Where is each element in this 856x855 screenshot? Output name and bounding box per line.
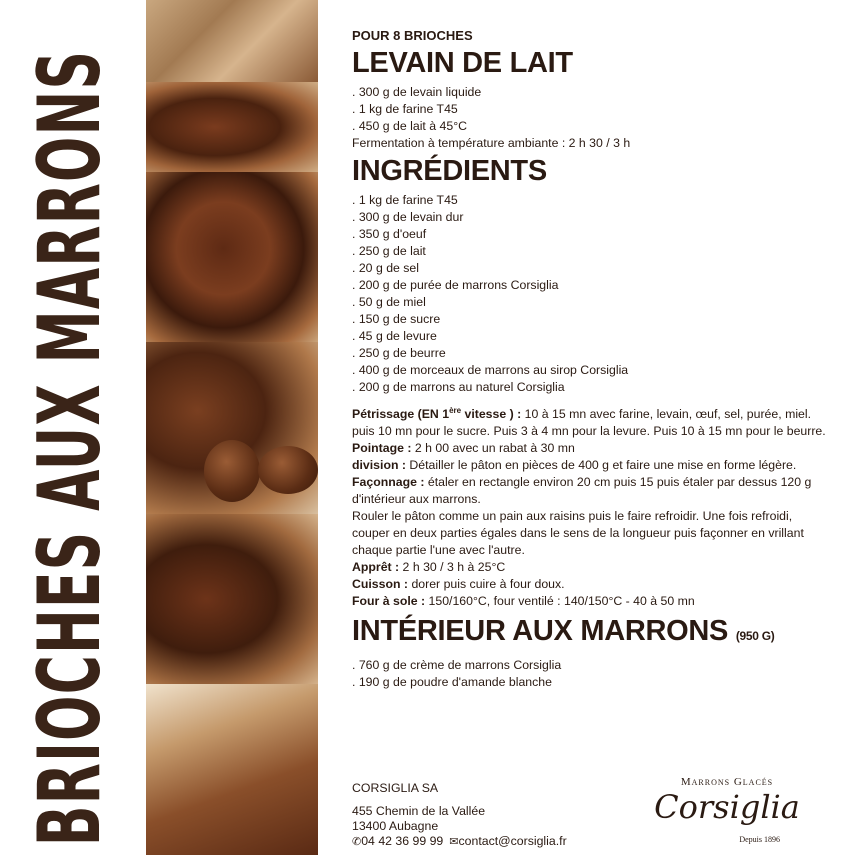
list-item: . 200 g de purée de marrons Corsiglia: [352, 277, 832, 294]
envelope-icon: ✉: [449, 836, 459, 848]
step-label: Pointage :: [352, 441, 412, 456]
brand-tagline: Marrons Glacés: [680, 776, 774, 788]
contact-row: [352, 834, 622, 850]
list-item: . 400 g de morceaux de marrons au sirop Corsiglia: [352, 362, 832, 379]
list-item: . 250 g de lait: [352, 243, 832, 260]
step-label: vitesse ) :: [461, 407, 522, 422]
step-division: [352, 457, 832, 474]
phone-contact[interactable]: [352, 834, 443, 850]
vertical-title: [19, 49, 120, 847]
chestnut-image: [204, 440, 260, 502]
list-item: . 250 g de beurre: [352, 345, 832, 362]
list-item: . 760 g de crème de marrons Corsiglia: [352, 657, 832, 674]
ingredients-heading: INGRÉDIENTS: [352, 155, 547, 187]
step-label: Façonnage :: [352, 475, 425, 490]
levain-heading: LEVAIN DE LAIT: [352, 47, 573, 79]
step-label: Apprêt :: [352, 560, 400, 575]
brioche-photo-5: [146, 514, 318, 684]
step-text: étaler en rectangle environ 20 cm puis 15 puis étaler par dessus 120 g d'intérieur aux marrons.: [352, 475, 812, 507]
step-appret: [352, 559, 832, 576]
list-item: . 450 g de lait à 45°C: [352, 118, 832, 135]
list-item: . 20 g de sel: [352, 260, 832, 277]
photo-strip: [146, 0, 318, 855]
step-label: division :: [352, 458, 406, 473]
list-item: . 190 g de poudre d'amande blanche: [352, 674, 832, 691]
step-text: 150/160°C, four ventilé : 140/150°C - 40 à 50 mn: [425, 594, 695, 609]
email-contact[interactable]: [449, 834, 566, 850]
step-text: Détailler le pâton en pièces de 400 g et faire une mise en forme légère.: [405, 458, 797, 473]
recipe-content: [352, 28, 832, 695]
company-address: 455 Chemin de la Vallée: [352, 804, 486, 818]
step-cuisson: [352, 576, 832, 593]
brioche-photo-4: [146, 342, 318, 514]
levain-list: [352, 84, 832, 135]
brand-logo: [632, 776, 822, 846]
step-label: Four à sole :: [352, 594, 426, 609]
company-city: 13400 Aubagne: [352, 819, 439, 833]
list-item: . 50 g de miel: [352, 294, 832, 311]
company-name: CORSIGLIA SA: [352, 781, 439, 795]
step-text: 10 à 15 mn avec farine, levain, œuf, sel, purée, miel. puis 10 mn pour le sucre. Puis 3 à 4 mn pour la levure. Puis 10 à 15 mn pour le beurre.: [352, 407, 826, 439]
step-text: 2 h 30 / 3 h à 25°C: [399, 560, 506, 575]
list-item: . 300 g de levain liquide: [352, 84, 832, 101]
step-text: 2 h 00 avec un rabat à 30 mn: [411, 441, 575, 456]
page-title: BRIOCHES AUX MARRONS: [19, 49, 120, 847]
brand-since: Depuis 1896: [739, 835, 780, 844]
step-text: dorer puis cuire à four doux.: [408, 577, 565, 592]
phone-number: 04 42 36 99 99: [361, 834, 444, 848]
interieur-list: [352, 657, 832, 691]
step-faconnage: [352, 474, 832, 508]
step-label: Pétrissage (EN 1: [352, 407, 450, 422]
chestnut-image: [258, 446, 318, 494]
step-petrissage: [352, 402, 832, 440]
step-four: [352, 593, 832, 610]
interieur-title: INTÉRIEUR AUX MARRONS: [352, 615, 729, 648]
brioche-photo-3: [146, 172, 318, 342]
serves-label: POUR 8 BRIOCHES: [352, 28, 473, 43]
brioche-photo-1: [146, 0, 318, 82]
list-item: . 1 kg de farine T45: [352, 101, 832, 118]
method-steps: [352, 402, 832, 610]
email-address: contact@corsiglia.fr: [458, 834, 567, 848]
interieur-weight: (950 G): [735, 629, 775, 644]
brand-signature: Corsiglia: [654, 788, 800, 826]
phone-icon: ✆: [352, 836, 362, 848]
step-label: Cuisson :: [352, 577, 409, 592]
list-item: . 300 g de levain dur: [352, 209, 832, 226]
list-item: . 1 kg de farine T45: [352, 192, 832, 209]
list-item: . 45 g de levure: [352, 328, 832, 345]
step-label-sup: ère: [449, 406, 462, 415]
step-rouler: Rouler le pâton comme un pain aux raisins puis le faire refroidir. Une fois refroidi, couper en deux parties égales dans le sens de la longueur puis façonner en vrillant chaque partie l'une avec l'autre.: [352, 509, 804, 558]
ingredients-list: [352, 192, 832, 396]
fermentation-note: Fermentation à température ambiante : 2 h 30 / 3 h: [352, 136, 631, 150]
list-item: . 200 g de marrons au naturel Corsiglia: [352, 379, 832, 396]
list-item: . 350 g d'oeuf: [352, 226, 832, 243]
interieur-heading: [352, 614, 832, 653]
step-pointage: [352, 440, 832, 457]
brioche-photo-6: [146, 684, 318, 855]
company-info: [352, 781, 622, 850]
list-item: . 150 g de sucre: [352, 311, 832, 328]
brioche-photo-2: [146, 82, 318, 172]
